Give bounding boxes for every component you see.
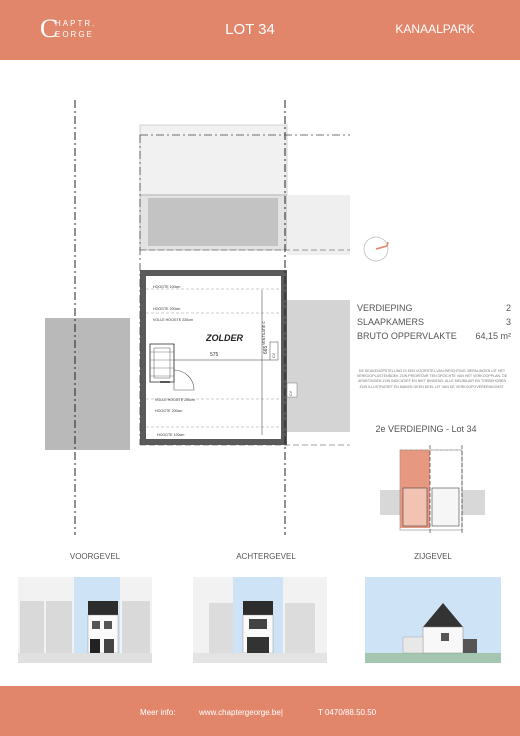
level-title: 2e VERDIEPING - Lot 34 <box>375 424 477 434</box>
info-label: SLAAPKAMERS <box>357 317 425 327</box>
info-label: BRUTO OPPERVLAKTE <box>357 331 457 341</box>
footer-phone[interactable]: T 0470/88.50.50 <box>318 708 377 717</box>
lot-title: LOT 34 <box>225 21 275 38</box>
compass-icon <box>361 234 391 264</box>
key-plan <box>370 440 495 540</box>
front-elevation-image[interactable] <box>18 577 152 663</box>
cv-label: CV <box>272 353 276 358</box>
ventilatie-label: VENTILATIE C <box>262 321 266 345</box>
project-name: KANAALPARK <box>395 22 475 36</box>
roof-mid-inner <box>148 198 278 246</box>
cv-label-outside: CV <box>289 391 293 396</box>
roof-upper <box>140 125 287 195</box>
info-label: VERDIEPING <box>357 303 413 313</box>
dimension-depth: 665 <box>263 345 269 354</box>
info-value: 3 <box>505 317 511 327</box>
logo-letter: C <box>40 14 58 43</box>
height-label-3: VOLLE HOOGTE 230cm <box>153 318 193 322</box>
neighbour-right <box>287 300 350 432</box>
elevation-front-label: VOORGEVEL <box>69 552 121 561</box>
roof-right <box>287 195 350 255</box>
elevation-back-label: ACHTERGEVEL <box>236 552 296 561</box>
height-label-6: HOOGTE 100cm <box>157 433 185 437</box>
height-label-4: VOLLE HOOGTE 250cm <box>155 398 195 402</box>
info-row-slaapkamers <box>357 317 511 331</box>
info-row-oppervlakte <box>357 331 511 345</box>
height-label-2: HOOGTE 200cm <box>153 307 181 311</box>
footer-label: Meer info: <box>140 708 176 717</box>
elevation-side-label: ZIJGEVEL <box>414 552 452 561</box>
disclaimer-note: DE KEUKENOPSTELLING IS EEN VOORSTEL VAN INRICHTING. BEPALINGEN UIT HET VERKOOPLASTENBOEK ZIJN PRIORITAIR TEN OPZICHTE VAN HET VERKOOPPLAN. DE AFMETINGEN ZIJN INDICATIEF EN NIET BINDEND. ALLE MEUBILAIR EN TOEBEHOREN ZIJN ILLUSTRATIEF EN MAKEN GEEN DEEL UIT VAN DE VERKOOPOVEREENKOMST. <box>356 369 508 389</box>
info-row-verdieping <box>357 303 511 317</box>
back-elevation-image[interactable] <box>193 577 327 663</box>
info-value: 64,15 m² <box>475 331 511 341</box>
brand-logo[interactable] <box>40 16 110 44</box>
dimension-width: 575 <box>210 352 219 358</box>
logo-line-1: HAPTR. <box>55 19 97 28</box>
floor-plan <box>40 90 360 550</box>
room-name: ZOLDER <box>206 333 243 343</box>
footer-website-link[interactable]: www.chaptergeorge.be| <box>199 708 283 717</box>
height-label-1: HOOGTE 100cm <box>153 285 181 289</box>
logo-line-2: EORGE <box>55 30 94 39</box>
info-value: 2 <box>505 303 511 313</box>
neighbour-left <box>45 318 130 450</box>
height-label-5: HOOGTE 200cm <box>155 409 183 413</box>
side-elevation-image[interactable] <box>365 577 501 663</box>
